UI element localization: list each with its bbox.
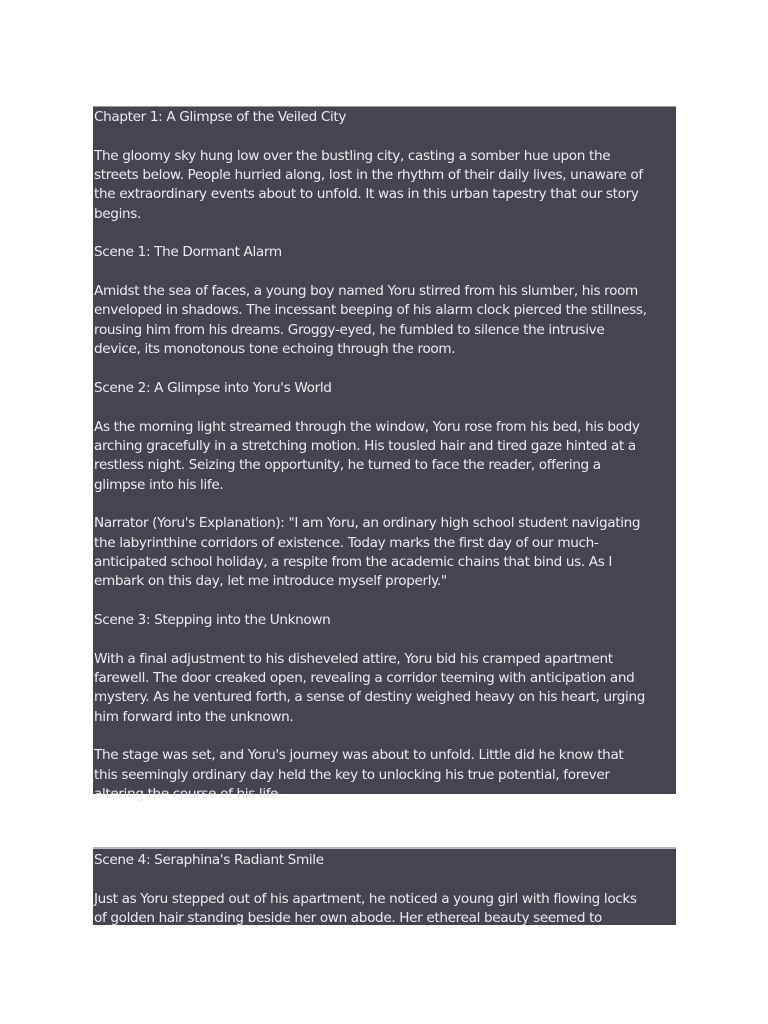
scene-title (94, 611, 676, 630)
text-line: restless night. Seizing the opportunity, he turned to face the reader, offering a (94, 457, 601, 474)
text-line: Narrator (Yoru's Explanation): "I am Yoru, an ordinary high school student navigating (94, 515, 641, 532)
text-line: begins. (94, 205, 141, 222)
text-line: device, its monotonous tone echoing through the room. (94, 341, 456, 358)
text-line: The gloomy sky hung low over the bustling city, casting a somber hue upon the (94, 147, 611, 164)
text-line: The stage was set, and Yoru's journey was about to unfold. Little did he know that (94, 747, 624, 764)
text-line: farewell. The door creaked open, revealing a corridor teeming with anticipation and (94, 669, 635, 686)
paragraph (94, 514, 676, 591)
paragraph (94, 650, 676, 727)
text-line: this seemingly ordinary day held the key to unlocking his true potential, forever (94, 766, 610, 783)
document-page-2 (93, 847, 676, 925)
paragraph (94, 147, 676, 224)
text-line: glimpse into his life. (94, 476, 224, 493)
text-line: Amidst the sea of faces, a young boy named Yoru stirred from his slumber, his room (94, 283, 638, 300)
text-line: altering the course of his life. (94, 786, 283, 803)
text-line: mystery. As he ventured forth, a sense of destiny weighed heavy on his heart, urging (94, 689, 645, 706)
text-line: anticipated school holiday, a respite from the academic chains that bind us. As I (94, 553, 613, 570)
text-line: arching gracefully in a stretching motion. His tousled hair and tired gaze hinted at a (94, 437, 636, 454)
paragraph (94, 746, 676, 804)
text-line: enveloped in shadows. The incessant beeping of his alarm clock pierced the stillness, (94, 302, 647, 319)
heading-line: Chapter 1: A Glimpse of the Veiled City (94, 109, 347, 125)
heading-line: Scene 4: Seraphina's Radiant Smile (94, 852, 324, 868)
heading-line: Scene 1: The Dormant Alarm (94, 244, 282, 261)
text-line: As the morning light streamed through the window, Yoru rose from his bed, his body (94, 418, 640, 435)
text-line: streets below. People hurried along, lost in the rhythm of their daily lives, unaware of (94, 167, 643, 184)
text-line: of golden hair standing beside her own abode. Her ethereal beauty seemed to (94, 910, 603, 927)
heading-line: Scene 3: Stepping into the Unknown (94, 611, 331, 628)
heading-line: Scene 2: A Glimpse into Yoru's World (94, 379, 332, 396)
text-line: the labyrinthine corridors of existence. Today marks the first day of our much- (94, 534, 599, 551)
scene-title (94, 851, 676, 870)
document-page-1 (93, 106, 676, 803)
text-line: him forward into the unknown. (94, 708, 294, 725)
text-line: rousing him from his dreams. Groggy-eyed, he fumbled to silence the intrusive (94, 321, 605, 338)
paragraph (94, 282, 676, 359)
scene-title (94, 379, 676, 398)
text-line: the extraordinary events about to unfold. It was in this urban tapestry that our story (94, 186, 639, 203)
paragraph (94, 418, 676, 495)
text-line: With a final adjustment to his disheveled attire, Yoru bid his cramped apartment (94, 650, 613, 667)
text-line: Just as Yoru stepped out of his apartment, he noticed a young girl with flowing locks (94, 890, 637, 907)
text-line: embark on this day, let me introduce myself properly." (94, 573, 447, 590)
chapter-title (94, 108, 676, 127)
paragraph (94, 890, 676, 929)
scene-title (94, 243, 676, 262)
